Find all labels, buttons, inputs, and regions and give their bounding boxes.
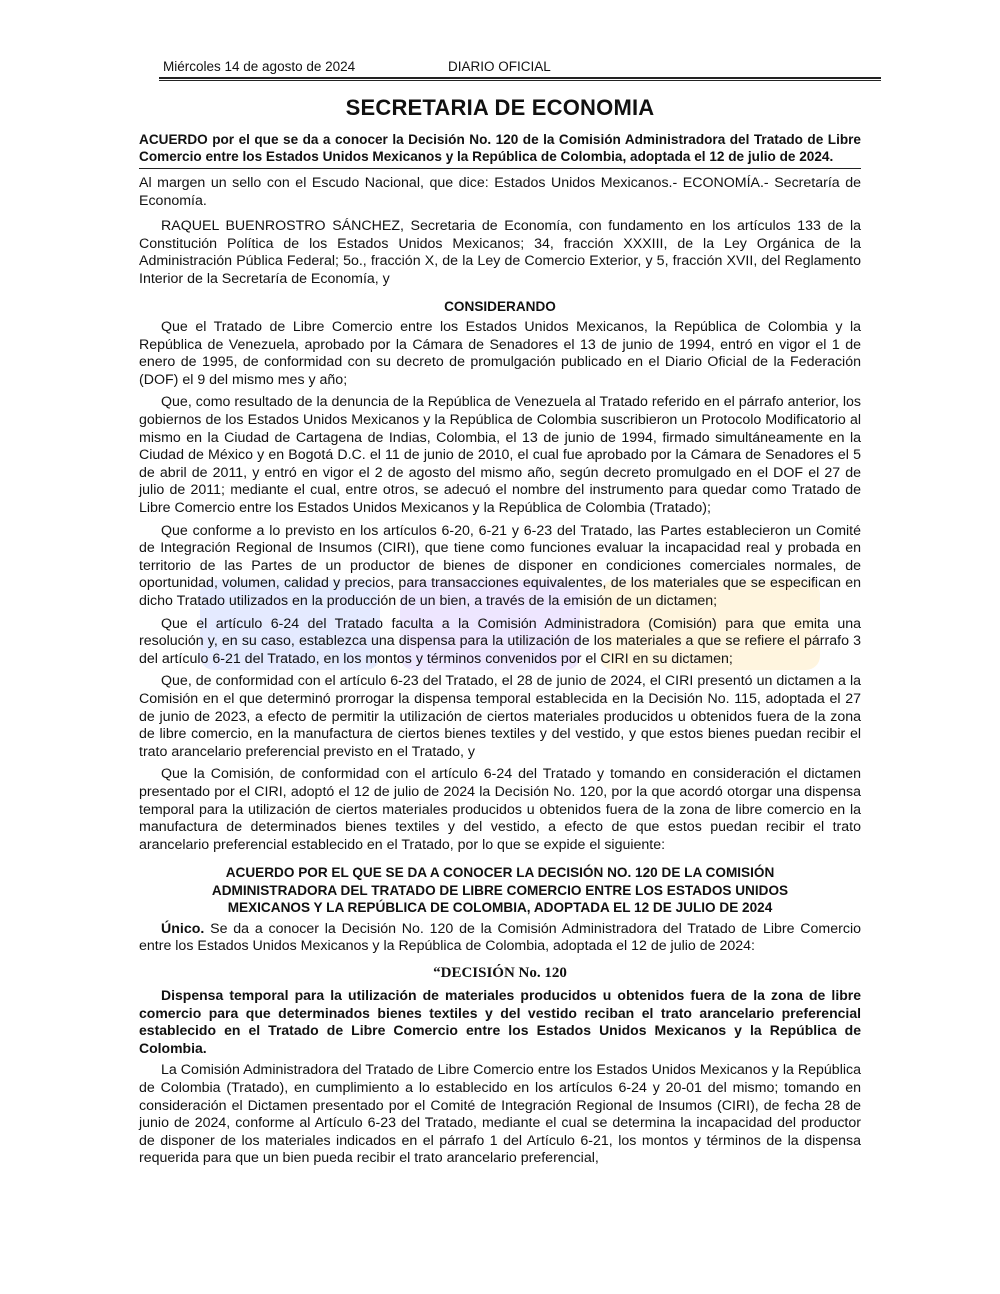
unico-text: Se da a conocer la Decisión No. 120 de la Comisión Administradora del Tratado de Libre Comercio entre los Estados Unidos Mexicanos y la República de Colombia, adoptada el 12 de julio de 2024: bbox=[139, 920, 861, 955]
intro-paragraph: Al margen un sello con el Escudo Nacional, que dice: Estados Unidos Mexicanos.- ECONOMÍA.- Secretaría de Economía. bbox=[139, 175, 861, 209]
considerando-heading: CONSIDERANDO bbox=[444, 298, 556, 314]
heading-rule bbox=[139, 168, 861, 169]
unico-paragraph bbox=[139, 921, 861, 956]
decision-summary: Dispensa temporal para la utilización de materiales producidos u obtenidos fuera de la zona de libre comercio para que determinados bienes textiles y del vestido reciban el trato arancelario preferencial establecido en el Tratado de Libre Comercio entre los Estados Unidos Mexicanos y la República de Colombia. bbox=[139, 986, 861, 1056]
header-rule bbox=[159, 77, 881, 81]
decision-title: “DECISIÓN No. 120 bbox=[433, 964, 567, 981]
considerando-paragraph: Que, de conformidad con el artículo 6-23 del Tratado, el 28 de junio de 2024, el CIRI presentó un dictamen a la Comisión en el que determinó prorrogar la dispensa temporal establecida en la Decisión No. 115, adoptada el 27 de junio de 2023, a efecto de permitir la utilización de ciertos materiales producidos u obtenidos fuera de la zona de libre comercio, en la manufactura de ciertos bienes textiles y del vestido, y que estos bienes puedan recibir el trato arancelario preferencial previsto en el Tratado, y bbox=[139, 673, 861, 760]
considerando-paragraph: Que conforme a lo previsto en los artículos 6-20, 6-21 y 6-23 del Tratado, las Partes establecieron un Comité de Integración Regional de Insumos (CIRI), que tiene como funciones evaluar la incapacidad real y probada en territorio de las Partes de un productor de bienes de disponer en condiciones comerciales normales, de oportunidad, volumen, calidad y precios, para transacciones equivalentes, de los materiales que se especifican en dicho Tratado utilizados en la producción de un bien, a través de la emisión de un dictamen; bbox=[139, 522, 861, 609]
considerando-paragraph: Que el Tratado de Libre Comercio entre los Estados Unidos Mexicanos, la República de Colombia y la República de Venezuela, aprobado por la Cámara de Senadores el 13 de junio de 1994, entró en vigor el 1 de enero de 1995, de conformidad con su decreto de promulgación publicado en el Diario Oficial de la Federación (DOF) el 9 del mismo mes y año; bbox=[139, 319, 861, 388]
document-page bbox=[139, 56, 861, 1168]
considerando-paragraph: Que, como resultado de la denuncia de la República de Venezuela al Tratado referido en el párrafo anterior, los gobiernos de los Estados Unidos Mexicanos y la República de Colombia suscribieron un Protocolo Modificatorio al mismo en la Ciudad de Cartagena de Indias, Colombia, el 13 de junio de 1994, firmado simultáneamente en la Ciudad de México y en Bogotá D.C. el 11 de junio de 2010, el cual fue aprobado por la Cámara de Senadores el 5 de abril de 2011, y entró en vigor el 2 de agosto del mismo año, según decreto promulgado en el DOF el 27 de julio de 2011; mediante el cual, entre otros, se adecuó el nombre del instrumento para quedar como Tratado de Libre Comercio entre los Estados Unidos Mexicanos y la República de Colombia (Tratado); bbox=[139, 394, 861, 516]
page-header bbox=[139, 56, 861, 74]
header-date: Miércoles 14 de agosto de 2024 bbox=[163, 59, 356, 74]
acuerdo-heading: ACUERDO por el que se da a conocer la Decisión No. 120 de la Comisión Administradora del Tratado de Libre Comercio entre los Estados Unidos Mexicanos y la República de Colombia, adoptada el 12 de julio de 2024. bbox=[139, 132, 861, 164]
considerando-paragraph: Que la Comisión, de conformidad con el artículo 6-24 del Tratado y tomando en consideración el dictamen presentado por el CIRI, adoptó el 12 de julio de 2024 la Decisión No. 120, por la que acordó otorgar una dispensa temporal para la utilización de ciertos materiales producidos u obtenidos fuera de la zona de libre comercio en la manufactura de determinados bienes textiles y del vestido, a efecto de que estos puedan recibir el trato arancelario preferencial establecido en el Tratado, por lo que se expide el siguiente: bbox=[139, 766, 861, 853]
header-journal: DIARIO OFICIAL bbox=[448, 59, 551, 74]
considerando-paragraph: Que el artículo 6-24 del Tratado faculta a la Comisión Administradora (Comisión) para que emita una resolución y, en su caso, establezca una dispensa para la utilización de los materiales a que se refiere el párrafo 3 del artículo 6-21 del Tratado, en los montos y términos convenidos por el CIRI en su dictamen; bbox=[139, 615, 861, 667]
acuerdo-block-heading: ACUERDO POR EL QUE SE DA A CONOCER LA DECISIÓN NO. 120 DE LA COMISIÓN ADMINISTRADORA DEL TRATADO DE LIBRE COMERCIO ENTRE LOS ESTADOS UNIDOS MEXICANOS Y LA REPÚBLICA DE COLOMBIA, ADOPTADA EL 12 DE JULIO DE 2024 bbox=[211, 865, 789, 916]
decision-paragraph: La Comisión Administradora del Tratado de Libre Comercio entre los Estados Unidos Mexicanos y la República de Colombia (Tratado), en cumplimiento a lo establecido en los artículos 6-24 y 20-01 del mismo; tomando en consideración el Dictamen presentado por el Comité de Integración Regional de Insumos (CIRI), de fecha 28 de junio de 2024, conforme al Artículo 6-23 del Tratado, mediante el cual se determina la incapacidad del productor de disponer de los materiales indicados en el párrafo 1 del Artículo 6-21, los montos y términos de la dispensa requerida para que un bien pueda recibir el trato arancelario preferencial, bbox=[139, 1062, 861, 1167]
section-title: SECRETARIA DE ECONOMIA bbox=[345, 95, 655, 120]
unico-label: Único. bbox=[161, 920, 205, 937]
intro-paragraph: RAQUEL BUENROSTRO SÁNCHEZ, Secretaria de Economía, con fundamento en los artículos 133 de la Constitución Política de los Estados Unidos Mexicanos; 34, fracción XXXIII, de la Ley Orgánica de la Administración Pública Federal; 5o., fracción X, de la Ley de Comercio Exterior, y 5, fracción XVII, del Reglamento Interior de la Secretaría de Economía, y bbox=[139, 218, 861, 287]
